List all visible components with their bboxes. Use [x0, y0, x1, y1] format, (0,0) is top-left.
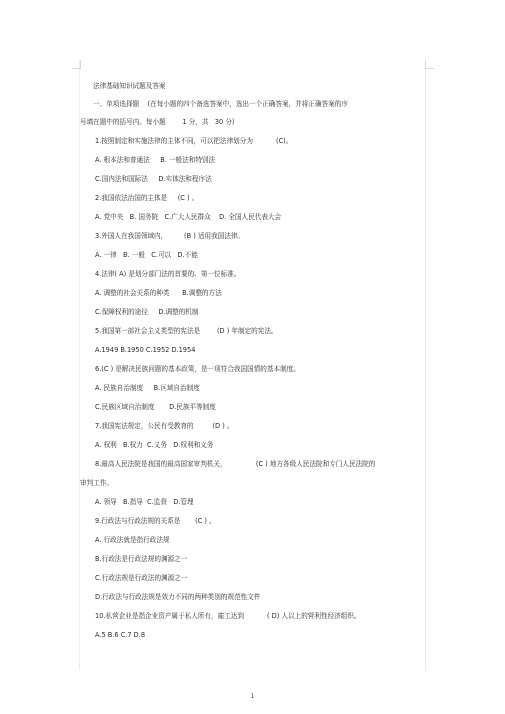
crop-mark-top-right [425, 60, 434, 69]
question-10: 10.私营企业是指企业资产属于私人所有，雇工达到 ( D) 人以上的营利性经济组织。 [95, 612, 361, 620]
question-5: 5.我国第一部社会主义类型的宪法是 (D ) 年制定的宪法。 [95, 327, 278, 335]
question-3-options: A. 一律 B. 一般 C.可以 D.不能 [95, 251, 198, 259]
question-2: 2.我国依法治国的主体是 (C ) 。 [95, 194, 199, 202]
question-1: 1.按照制定和实施法律的主体不同，可以把法律划分为 (C)。 [95, 137, 293, 145]
right-margin-line [425, 60, 426, 670]
question-9-option-c: C.行政法规是行政法的渊源之一 [95, 574, 188, 582]
section-intro-continued: 号填在题中的括号内。每小题 1 分，共 30 分) [80, 118, 235, 126]
question-7-options: A. 权利 B.权力 C.义务 D.权利和义务 [95, 441, 214, 449]
question-2-options: A. 党中央 B. 国务院 C.广大人民群众 D. 全国人民代表大会 [95, 213, 282, 221]
question-8: 8.最高人民法院是我国的最高国家审判机关， (C ) 地方各级人民法院和专门人民法院的 [95, 460, 376, 468]
question-1-options-cd: C.国内法和国际法 D.实体法和程序法 [95, 175, 212, 183]
question-5-options: A.1949 B.1950 C.1952 D.1954 [95, 346, 196, 354]
question-10-options: A.5 B.6 C.7 D.8 [95, 631, 146, 639]
question-9-option-a: A. 行政法就是指行政法规 [95, 536, 170, 544]
question-9: 9.行政法与行政法规的关系是 (C ) 。 [95, 517, 216, 525]
crop-mark-top-left [72, 60, 81, 69]
question-1-options-ab: A. 根本法和普通法 B. 一般法和特别法 [95, 156, 216, 164]
question-9-option-d: D.行政法与行政法规是效力不同的两种类别的规范性文件 [95, 593, 261, 601]
question-8-continued: 审判工作。 [80, 479, 113, 487]
question-3: 3.外国人在我国领域内， (B ) 适用我国法律。 [95, 232, 245, 240]
section-intro: 一、单项选择题 (在每小题的四个备选答案中，选出一个正确答案，并将正确答案的序 [93, 100, 348, 108]
question-9-option-b: B.行政法是行政法规的渊源之一 [95, 555, 188, 563]
question-6-options-ab: A. 民族自治制度 B.区域自治制度 [95, 384, 200, 392]
question-6: 6.(C ) 是解决民族问题的基本政策，是一项符合我国国情的基本制度。 [95, 365, 300, 373]
question-4-options-ab: A. 调整的社会关系的种类 B.调整的方法 [95, 289, 222, 297]
question-7: 7.我国宪法规定，公民有受教育的 (D ) 。 [95, 422, 234, 430]
left-margin-line [79, 60, 80, 670]
question-6-options-cd: C.民族区域自治制度 D.民族平等制度 [95, 403, 216, 411]
page-number: 1 [250, 693, 255, 700]
question-8-options: A. 领导 B.指导 C.监督 D.管理 [95, 498, 194, 506]
question-4-options-cd: C.保障权利的途径 D.调整的机制 [95, 308, 199, 316]
document-title: 法律基础知识试题及答案 [93, 82, 166, 90]
question-4: 4.法律( A) 是划分部门法的首要的、第一位标准。 [95, 270, 241, 278]
